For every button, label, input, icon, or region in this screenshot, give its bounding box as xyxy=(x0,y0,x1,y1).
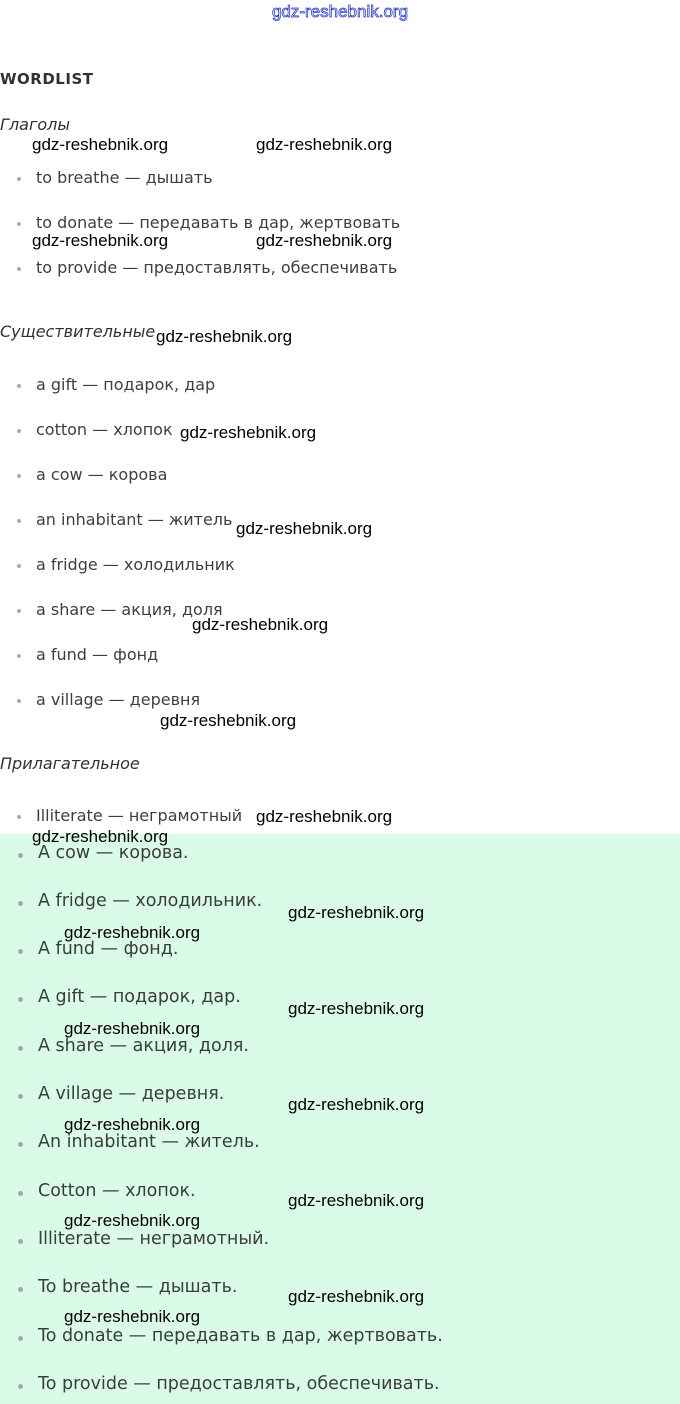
bullet-icon xyxy=(18,1142,23,1147)
watermark: gdz-reshebnik.org xyxy=(64,1115,201,1134)
section-nouns: Существительные xyxy=(0,322,156,341)
watermark: gdz-reshebnik.org xyxy=(236,519,373,538)
site-watermark-top: gdz-reshebnik.org xyxy=(271,2,409,21)
watermark: gdz-reshebnik.org xyxy=(32,827,169,846)
bullet-icon xyxy=(18,1046,23,1051)
answer-panel: A cow — корова. A fridge — холодильник. A fund — фонд. A gift — подарок, дар. A share — акция, доля. A village — деревня. An inhabitant — житель. Cotton — хлопок. Illiterate — неграмотный. To breathe — дышать. To donate — передавать в дар, жертвовать. To provide — предоставлять, обеспечивать. xyxy=(0,834,680,1404)
watermark: gdz-reshebnik.org xyxy=(32,231,169,250)
bullet-icon xyxy=(17,815,21,819)
section-adjectives: Прилагательное xyxy=(0,754,140,773)
watermark: gdz-reshebnik.org xyxy=(64,1019,201,1038)
watermark: gdz-reshebnik.org xyxy=(288,1287,425,1306)
watermark: gdz-reshebnik.org xyxy=(288,903,425,922)
bullet-icon xyxy=(17,222,21,226)
watermark: gdz-reshebnik.org xyxy=(160,711,297,730)
bullet-icon xyxy=(17,654,21,658)
bullet-icon xyxy=(17,429,21,433)
bullet-icon xyxy=(18,1191,23,1196)
watermark: gdz-reshebnik.org xyxy=(64,923,201,942)
bullet-icon xyxy=(17,474,21,478)
bullet-icon xyxy=(17,564,21,568)
bullet-icon xyxy=(17,519,21,523)
bullet-icon xyxy=(18,1336,23,1341)
watermark: gdz-reshebnik.org xyxy=(32,135,169,154)
wordlist-heading: WORDLIST xyxy=(0,70,94,88)
watermark: gdz-reshebnik.org xyxy=(256,807,393,826)
bullet-icon xyxy=(18,1287,23,1292)
bullet-icon xyxy=(17,699,21,703)
bullet-icon xyxy=(17,384,21,388)
bullet-icon xyxy=(17,609,21,613)
bullet-icon xyxy=(18,901,23,906)
bullet-icon xyxy=(18,1094,23,1099)
watermark: gdz-reshebnik.org xyxy=(256,231,393,250)
bullet-icon xyxy=(18,1384,23,1389)
watermark: gdz-reshebnik.org xyxy=(180,423,317,442)
watermark: gdz-reshebnik.org xyxy=(288,999,425,1018)
watermark: gdz-reshebnik.org xyxy=(64,1211,201,1230)
bullet-icon xyxy=(18,853,23,858)
watermark: gdz-reshebnik.org xyxy=(192,615,329,634)
section-verbs: Глаголы xyxy=(0,115,70,134)
watermark: gdz-reshebnik.org xyxy=(288,1095,425,1114)
bullet-icon xyxy=(18,1239,23,1244)
bullet-icon xyxy=(17,267,21,271)
bullet-icon xyxy=(18,949,23,954)
watermark: gdz-reshebnik.org xyxy=(64,1307,201,1326)
bullet-icon xyxy=(18,997,23,1002)
watermark: gdz-reshebnik.org xyxy=(256,135,393,154)
watermark: gdz-reshebnik.org xyxy=(156,327,293,346)
bullet-icon xyxy=(17,177,21,181)
watermark: gdz-reshebnik.org xyxy=(288,1191,425,1210)
